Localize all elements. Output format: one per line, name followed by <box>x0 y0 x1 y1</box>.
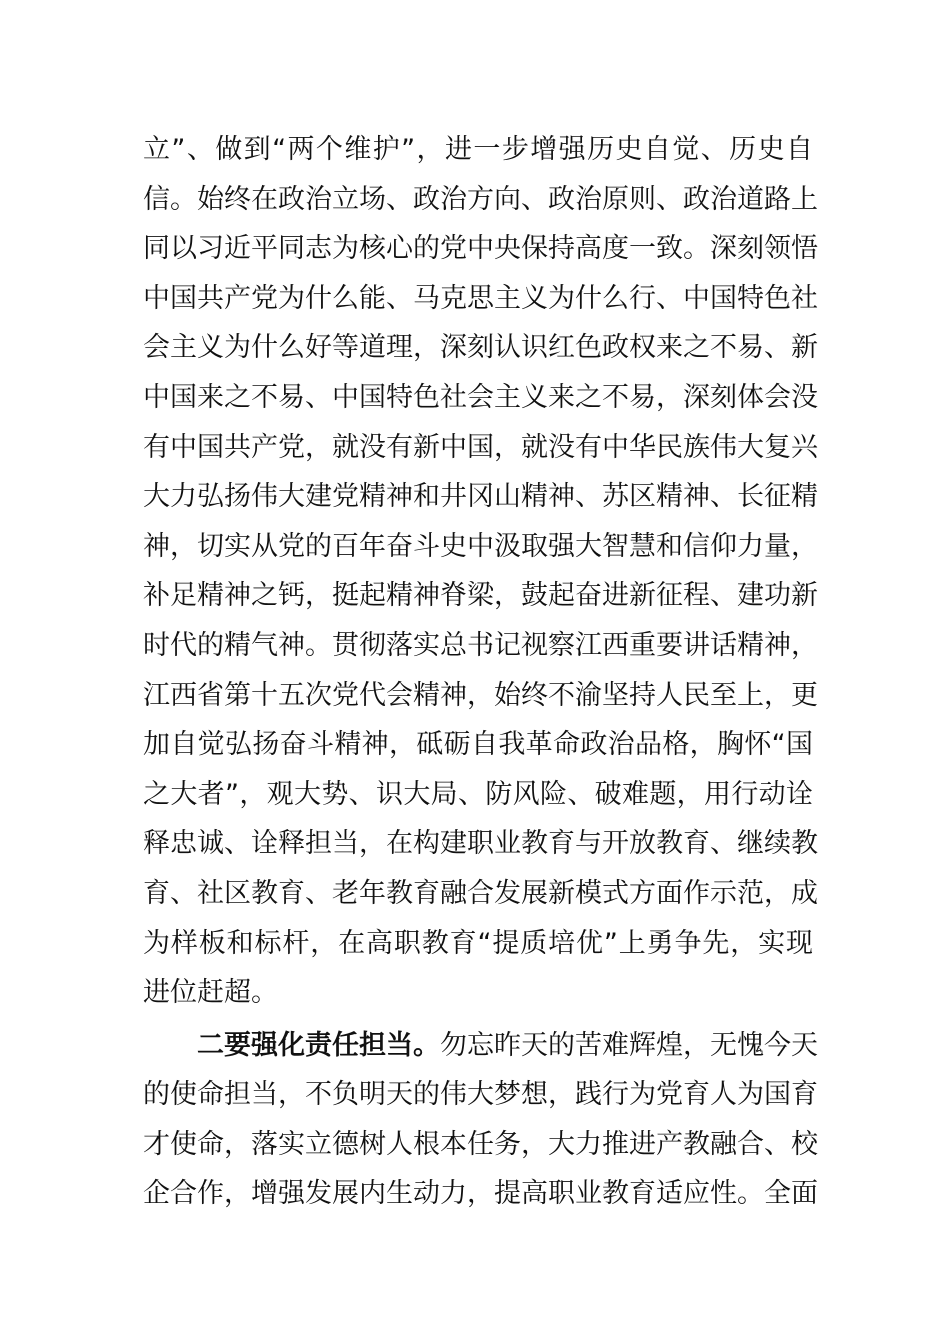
text-line: 中国来之不易、中国特色社会主义来之不易，深刻体会没 <box>143 381 818 413</box>
section-heading: 二要强化责任担当。 <box>197 1029 440 1061</box>
text-line: 中国共产党为什么能、马克思主义为什么行、中国特色社 <box>143 282 818 314</box>
text-line: 之大者”，观大势、识大局、防风险、破难题，用行动诠 <box>143 778 813 810</box>
text-line: 进位赶超。 <box>143 977 278 1009</box>
text-line: 加自觉弘扬奋斗精神，砥砺自我革命政治品格，胸怀“国 <box>143 729 813 761</box>
paragraph-first-line <box>143 1021 818 1071</box>
text-line: 同以习近平同志为核心的党中央保持高度一致。深刻领悟 <box>143 233 818 265</box>
text-line: 的使命担当，不负明天的伟大梦想，践行为党育人为国育 <box>143 1079 818 1111</box>
text-line: 大力弘扬伟大建党精神和井冈山精神、苏区精神、长征精 <box>143 481 818 513</box>
text-line: 立”、做到“两个维护”，进一步增强历史自觉、历史自 <box>143 134 813 165</box>
text-line: 释忠诚、诠释担当，在构建职业教育与开放教育、继续教 <box>143 828 818 860</box>
text-line: 会主义为什么好等道理，深刻认识红色政权来之不易、新 <box>143 332 818 364</box>
text-line: 企合作，增强发展内生动力，提高职业教育适应性。全面 <box>143 1178 818 1210</box>
text-line: 为样板和标杆，在高职教育“提质培优”上勇争先，实现 <box>143 927 813 959</box>
text-line: 信。始终在政治立场、政治方向、政治原则、政治道路上 <box>143 183 818 215</box>
text-line: 有中国共产党，就没有新中国，就没有中华民族伟大复兴 <box>143 431 818 463</box>
text-span: 勿忘昨天的苦难辉煌，无愧今天 <box>440 1029 818 1061</box>
document-body <box>143 125 818 1219</box>
text-line: 补足精神之钙，挺起精神脊梁，鼓起奋进新征程、建功新 <box>143 580 818 612</box>
text-line: 江西省第十五次党代会精神，始终不渝坚持人民至上，更 <box>143 679 818 711</box>
text-line: 神，切实从党的百年奋斗史中汲取强大智慧和信仰力量， <box>143 530 818 562</box>
text-line: 育、社区教育、老年教育融合发展新模式方面作示范，成 <box>143 877 818 909</box>
text-line: 才使命，落实立德树人根本任务，大力推进产教融合、校 <box>143 1128 818 1160</box>
text-line: 时代的精气神。贯彻落实总书记视察江西重要讲话精神， <box>143 629 818 661</box>
